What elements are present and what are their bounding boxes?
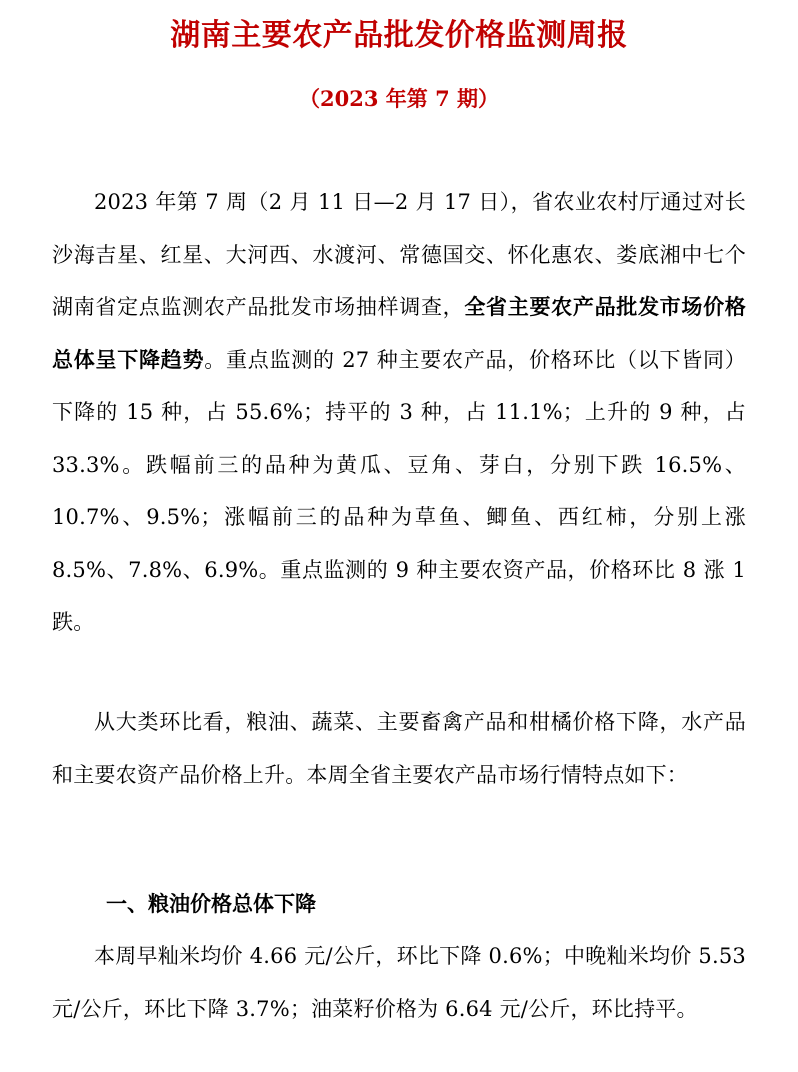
grain-oil-paragraph: 本周早籼米均价 4.66 元/公斤，环比下降 0.6%；中晚籼米均价 5.53 元/公斤，环比下降 3.7%；油菜籽价格为 6.64 元/公斤，环比持平。 xyxy=(52,944,746,1021)
intro-paragraph xyxy=(52,176,746,649)
section-heading-grain-oil: 一、粮油价格总体下降 xyxy=(106,892,316,916)
issue-number: （2023 年第 7 期） xyxy=(299,86,499,111)
intro-key-finding: 全省主要农产品批发市场价格总体呈下降趋势 xyxy=(52,294,746,372)
overview-paragraph: 从大类环比看，粮油、蔬菜、主要畜禽产品和柑橘价格下降，水产品和主要农资产品价格上升。本周全省主要农产品市场行情特点如下： xyxy=(52,710,746,787)
intro-text-part2: 。重点监测的 27 种主要农产品，价格环比（以下皆同）下降的 15 种，占 55.6%；持平的 3 种，占 11.1%；上升的 9 种，占 33.3%。跌幅前三的品种为黄瓜、豆角、芽白，分别下跌 16.5%、10.7%、9.5%；涨幅前三的品种为草鱼、鲫鱼、西红柿，分别上涨 8.5%、7.8%、6.9%。重点监测的 9 种主要农资产品，价格环比 8 涨 1 跌。 xyxy=(52,347,746,634)
intro-text-part1: 2023 年第 7 周（2 月 11 日—2 月 17 日），省农业农村厅通过对长沙海吉星、红星、大河西、水渡河、常德国交、怀化惠农、娄底湘中七个湖南省定点监测农产品批发市场抽样调查， xyxy=(52,190,746,319)
report-title: 湖南主要农产品批发价格监测周报 xyxy=(170,18,628,53)
